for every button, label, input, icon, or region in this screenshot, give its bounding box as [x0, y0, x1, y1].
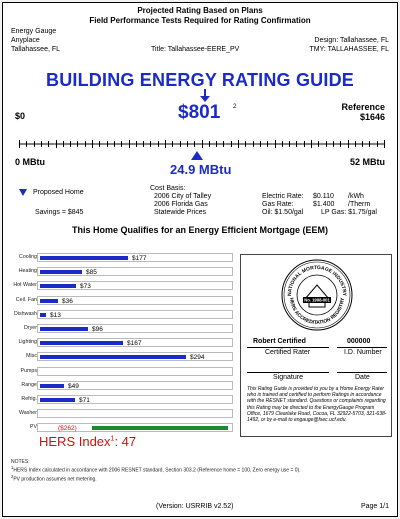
rating-scale: [19, 140, 385, 148]
cost-basis-line: Statewide Prices: [154, 209, 207, 216]
hers-seal-icon: [281, 259, 353, 331]
bar-track: [37, 423, 233, 432]
scale-min-cost: $0: [15, 111, 26, 121]
signature-label: Signature: [273, 374, 303, 381]
gas-rate-unit: /Therm: [348, 201, 371, 208]
seal-top-text: NATIONAL MORTGAGE INDUSTRY: [286, 264, 348, 297]
header-line1: Projected Rating Based on Plans: [137, 6, 263, 15]
id-number-label: I.D. Number: [344, 349, 382, 356]
rater-name: Robert Certified: [253, 338, 306, 345]
bar-mark: [40, 313, 46, 317]
lp-gas-rate: LP Gas: $1.75/gal: [321, 209, 377, 216]
bar-track: [37, 310, 233, 319]
builder-name: Anyplace: [11, 37, 40, 44]
eem-heading: This Home Qualifies for an Energy Efficient Mortgage (EEM): [71, 225, 329, 235]
note-2: PV production assumes net metering.: [13, 476, 97, 483]
bar-mark: [40, 284, 76, 288]
oil-rate: Oil: $1.50/gal: [262, 209, 304, 216]
bar-mark: [40, 256, 128, 260]
proposed-home-label: Proposed Home: [33, 189, 84, 196]
bar-row: [9, 324, 233, 333]
down-arrow-icon: [198, 89, 212, 103]
bar-label: Cooling: [19, 254, 37, 260]
bar-mark: [40, 398, 75, 402]
bar-value: $85: [86, 269, 97, 277]
bar-label: Lighting: [18, 339, 37, 346]
bar-mark: [40, 299, 58, 303]
savings-label: Savings = $845: [35, 209, 84, 216]
hers-label: HERS Index: [39, 434, 111, 449]
certified-rater-label: Certified Rater: [265, 349, 311, 356]
rating-page: [2, 2, 398, 517]
bar-value: $167: [127, 340, 142, 348]
reference-label: Reference: [341, 102, 385, 112]
rater-id: 000000: [347, 338, 371, 345]
bar-track: [37, 409, 233, 418]
bar-label: Heating: [18, 268, 37, 275]
bar-label: Range: [21, 381, 37, 388]
signature-line: [247, 372, 329, 373]
bar-label: Washer: [18, 410, 37, 417]
bar-row: [9, 338, 233, 347]
bar-mark: [40, 355, 186, 359]
bar-track: [37, 267, 233, 276]
certification-box: [240, 254, 392, 437]
tmy-location: TMY: TALLAHASSEE, FL: [309, 46, 389, 53]
seal-bottom-text: HERS ACCREDITATION REGISTRY: [287, 297, 347, 327]
notes: NOTES: $^1$HERS Index calculated in accordance with 2006 RESNET standard, Section 303.2 (Reference home = 100, Zero energy use = 0). $^2$PV production assumes net metering.: [11, 459, 301, 483]
bar-row: [9, 296, 233, 305]
proposed-marker-icon: [19, 189, 27, 196]
bar-row: [9, 409, 233, 418]
bar-mark: [40, 270, 82, 274]
header-line2: Field Performance Tests Required for Rating Confirmation: [89, 16, 311, 25]
location: Tallahassee, FL: [11, 46, 61, 53]
bar-track: [37, 395, 233, 404]
date-label: Date: [355, 374, 370, 381]
bar-track: [37, 281, 233, 290]
version-label: (Version: USRRIB v2.52): [156, 503, 234, 510]
bar-value: $294: [190, 354, 205, 362]
bar-row: [9, 310, 233, 319]
guide-title: BUILDING ENERGY RATING GUIDE: [46, 70, 354, 90]
bar-value: $96: [92, 326, 103, 333]
bar-value: $36: [62, 297, 73, 305]
cost-basis-line: 2006 City of Talley: [154, 193, 212, 200]
bar-track: [37, 253, 233, 262]
bar-row: [9, 253, 233, 262]
scale-min-energy: 0 MBtu: [15, 157, 45, 167]
bar-value: $71: [79, 397, 90, 404]
bar-track: [37, 338, 233, 347]
bar-row: [9, 367, 233, 376]
bar-value: $49: [68, 382, 79, 390]
rater-name-line: [247, 347, 329, 348]
bar-row: [9, 395, 233, 404]
bar-label: Refrig.: [21, 396, 37, 402]
bar-label: Ceil. Fan: [15, 296, 37, 303]
bar-label: PV: [29, 424, 37, 431]
note-1: HERS Index calculated in accordance with 2006 RESNET standard, Section 303.2 (Reference home = 100, Zero energy use = 0).: [13, 467, 301, 474]
bar-track: [37, 352, 233, 361]
bar-mark: [92, 426, 228, 430]
electric-rate-unit: /kWh: [348, 193, 364, 200]
cost-basis-line: 2006 Florida Gas: [154, 201, 208, 208]
bar-value: $177: [132, 255, 147, 262]
bar-value: $73: [80, 283, 91, 291]
cost-footnote: 2: [233, 104, 237, 110]
bar-row: [9, 423, 233, 432]
bar-mark: [40, 341, 123, 345]
cost-basis-label: Cost Basis:: [150, 185, 186, 192]
bar-track: [37, 324, 233, 333]
hers-value: : 47: [114, 434, 137, 449]
software-name: Energy Gauge: [11, 28, 57, 35]
gas-rate-label: Gas Rate:: [262, 201, 294, 208]
bar-row: [9, 352, 233, 361]
hers-index: [39, 434, 136, 449]
disclaimer-text: This Rating Guide is provided to you by a Home Energy Rater who is trained and certified to perform Ratings in accordance with the RESNET standard. Questions or complaints regarding this Rating may be directed to the EnergyGauge Program Office, 1679 Clearlake Road, Cocoa, FL 32922-5703, 321-638-1492, or by e-mail to engauge@fsec.ucf.edu.: [247, 386, 387, 424]
bar-mark: [40, 327, 88, 331]
bar-track: [37, 367, 233, 376]
seal-number: No. 1998-001: [304, 297, 330, 303]
bar-value: ($262): [58, 425, 77, 433]
bar-label: Hot Water: [13, 282, 37, 289]
bar-value: $13: [50, 311, 61, 319]
bar-mark: [40, 384, 64, 388]
gas-rate-value: $1.400: [313, 201, 335, 208]
bar-row: [9, 281, 233, 290]
reference-cost: $1646: [359, 112, 385, 122]
bar-label: Pumps: [20, 367, 37, 374]
page-number: Page 1/1: [360, 503, 389, 510]
electric-rate-value: $0.110: [313, 193, 334, 200]
bar-label: Misc: [26, 353, 37, 360]
bar-track: [37, 381, 233, 390]
design-location: Design: Tallahassee, FL: [314, 37, 389, 44]
bar-row: [9, 381, 233, 390]
notes-title: NOTES:: [11, 459, 30, 465]
projected-cost: $801: [178, 102, 221, 123]
hers-footnote: 1: [110, 435, 115, 443]
bar-label: Dryer: [24, 325, 37, 331]
date-line: [337, 372, 387, 373]
bar-track: [37, 296, 233, 305]
electric-rate-label: Electric Rate:: [262, 193, 304, 200]
rater-id-line: [337, 347, 387, 348]
project-title: Title: Tallahassee-EERE_PV: [151, 46, 240, 53]
energy-marker-icon: [191, 151, 203, 161]
bar-label: Dishwash: [14, 310, 37, 317]
scale-max-energy: 52 MBtu: [349, 157, 385, 167]
projected-energy: 24.9 MBtu: [170, 162, 232, 177]
bar-row: [9, 267, 233, 276]
